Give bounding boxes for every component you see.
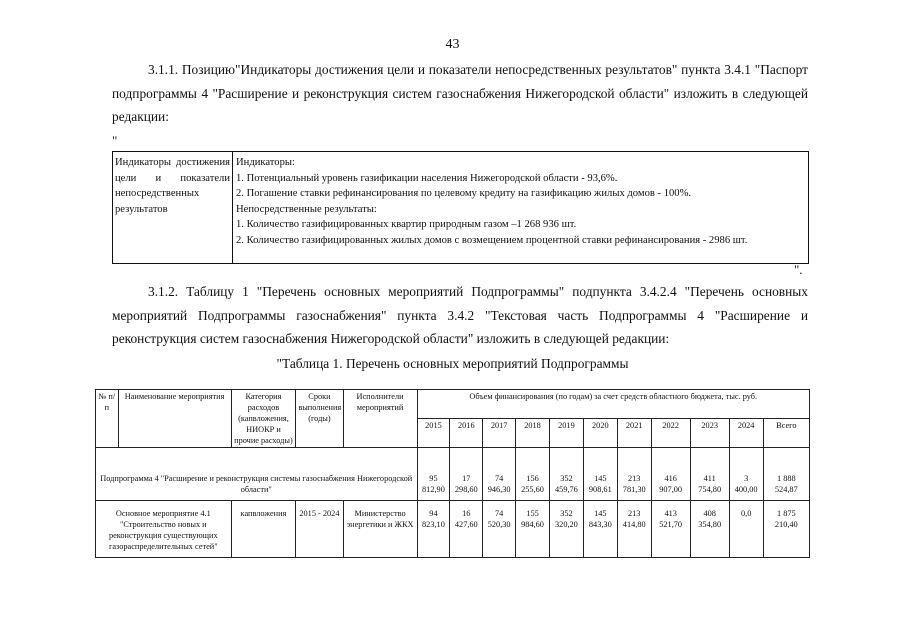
table-cell: 408 354,80 bbox=[690, 501, 729, 558]
table-cell: 17 298,60 bbox=[450, 448, 483, 501]
closing-quote: ". bbox=[794, 262, 803, 277]
header-year: 2023 bbox=[690, 419, 729, 448]
table-cell: 3 400,00 bbox=[729, 448, 763, 501]
header-name: Наименование мероприятия bbox=[118, 390, 231, 448]
header-year: 2022 bbox=[651, 419, 690, 448]
result-1: 1. Количество газифицированных квартир природным газом –1 268 936 шт. bbox=[236, 219, 577, 230]
table-cell: 213 414,80 bbox=[617, 501, 651, 558]
table-title: "Таблица 1. Перечень основных мероприятий Подпрограммы bbox=[276, 356, 629, 371]
table-cell-total: 1 875 210,40 bbox=[763, 501, 809, 558]
header-year: 2016 bbox=[450, 419, 483, 448]
table-cell: 16 427,60 bbox=[450, 501, 483, 558]
header-terms: Сроки выполнения (годы) bbox=[296, 390, 343, 448]
table-cell: 74 946,30 bbox=[483, 448, 516, 501]
header-total: Всего bbox=[763, 419, 809, 448]
section-3-1-1-paragraph bbox=[112, 58, 808, 129]
header-year: 2018 bbox=[516, 419, 550, 448]
section-3-1-2-text: 3.1.2. Таблицу 1 "Перечень основных мероприятий Подпрограммы" подпункта 3.4.2.4 "Перечень основных мероприятий Подпрограммы газоснабжения" пункта 3.4.2 "Текстовая часть Подпрограммы 4 "Расширение и реконструкция систем газоснабжения Нижегородской области" изложить в следующей редакции: bbox=[112, 284, 808, 346]
section-3-1-2-paragraph bbox=[112, 280, 808, 351]
header-year: 2021 bbox=[617, 419, 651, 448]
header-category: Категория расходов (капвложения, НИОКР и прочие расходы) bbox=[231, 390, 296, 448]
header-year: 2015 bbox=[417, 419, 450, 448]
table-cell-total: 1 888 524,87 bbox=[763, 448, 809, 501]
header-executors: Исполнители мероприятий bbox=[343, 390, 417, 448]
table-cell: 145 908,61 bbox=[583, 448, 617, 501]
result-2: 2. Количество газифицированных жилых домов с возмещением процентной ставки рефинансирования - 2986 шт. bbox=[236, 234, 748, 246]
table-cell: 145 843,30 bbox=[583, 501, 617, 558]
table-cell: 352 459,76 bbox=[549, 448, 583, 501]
results-heading: Непосредственные результаты: bbox=[236, 203, 377, 215]
table-cell: 155 984,60 bbox=[516, 501, 550, 558]
opening-quote: " bbox=[112, 133, 118, 148]
section-3-1-1-text: 3.1.1. Позицию"Индикаторы достижения цели и показатели непосредственных результатов" пункта 3.4.1 "Паспорт подпрограммы 4 "Расширение и реконструкция систем газоснабжения Нижегородской области" изложить в следующей редакции: bbox=[112, 62, 808, 124]
header-year: 2019 bbox=[549, 419, 583, 448]
indicator-1: 1. Потенциальный уровень газификации населения Нижегородской области - 93,6%. bbox=[236, 172, 618, 184]
main-activity-executor: Министерство энергетики и ЖКХ bbox=[343, 501, 417, 558]
main-activity-terms: 2015 - 2024 bbox=[296, 501, 343, 558]
header-year: 2024 bbox=[729, 419, 763, 448]
table-row-main-activity bbox=[96, 501, 810, 558]
header-funding: Объем финансирования (по годам) за счет средств областного бюджета, тыс. руб. bbox=[417, 390, 809, 419]
table-cell: 156 255,60 bbox=[516, 448, 550, 501]
table-cell: 94 823,10 bbox=[417, 501, 450, 558]
subprogram-name: Подпрограмма 4 "Расширение и реконструкция системы газоснабжения Нижегородской области" bbox=[96, 448, 418, 501]
indicators-box bbox=[112, 151, 809, 264]
main-activity-category: капвложения bbox=[231, 501, 296, 558]
table-cell: 0,0 bbox=[729, 501, 763, 558]
header-year: 2017 bbox=[483, 419, 516, 448]
table-cell: 411 754,80 bbox=[690, 448, 729, 501]
activities-table bbox=[95, 389, 810, 558]
header-year: 2020 bbox=[583, 419, 617, 448]
table-row-subprogram bbox=[96, 448, 810, 501]
indicators-heading: Индикаторы: bbox=[236, 157, 295, 168]
page-number: 43 bbox=[445, 37, 460, 52]
table-cell: 352 320,20 bbox=[549, 501, 583, 558]
indicators-content bbox=[233, 152, 808, 263]
table-cell: 74 520,30 bbox=[483, 501, 516, 558]
table-cell: 95 812,90 bbox=[417, 448, 450, 501]
table-header-row-1 bbox=[96, 390, 810, 419]
header-num: № п/п bbox=[96, 390, 119, 448]
indicator-2: 2. Погашение ставки рефинансирования по целевому кредиту на газификацию жилых домов - 100%. bbox=[236, 188, 692, 199]
table-cell: 416 907,00 bbox=[651, 448, 690, 501]
indicators-label: Индикаторы достижения цели и показатели непосредственных результатов bbox=[113, 152, 233, 263]
main-activity-name: Основное мероприятие 4.1 "Строительство новых и реконструкция существующих газораспределительных сетей" bbox=[96, 501, 232, 558]
table-cell: 413 521,70 bbox=[651, 501, 690, 558]
table-cell: 213 781,30 bbox=[617, 448, 651, 501]
